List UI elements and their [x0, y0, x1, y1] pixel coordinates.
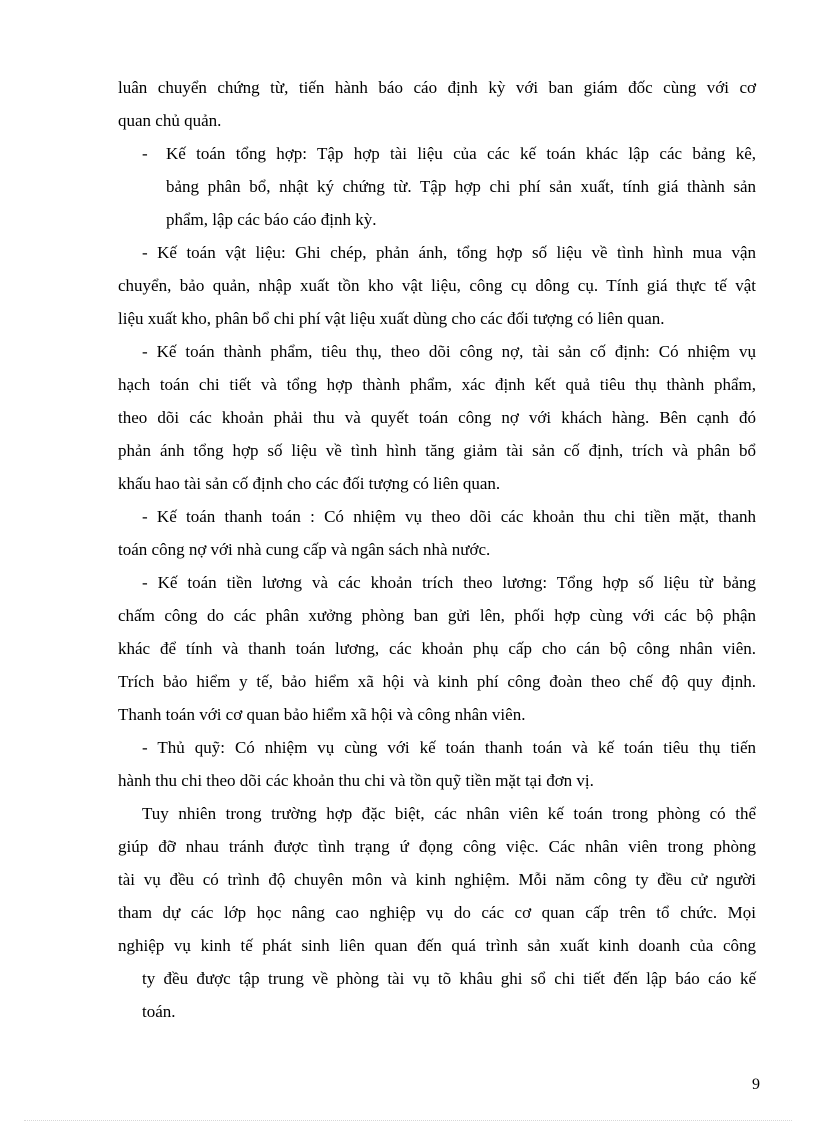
text-line: - Kế toán tiền lương và các khoản trích theo lương: Tổng hợp số liệu từ bảng	[142, 573, 756, 592]
text-line: tài vụ đều có trình độ chuyên môn và kinh nghiệm. Mỗi năm công ty đều cử người	[118, 870, 756, 889]
text-line: khác để tính và thanh toán lương, các khoản phụ cấp cho cán bộ công nhân viên.	[118, 639, 756, 658]
text-line: liệu xuất kho, phân bổ chi phí vật liệu xuất dùng cho các đối tượng có liên quan.	[118, 309, 665, 328]
text-line: chấm công do các phân xưởng phòng ban gửi lên, phối hợp cùng với các bộ phận	[118, 606, 756, 625]
text-line: phản ánh tổng hợp số liệu về tình hình tăng giảm tài sản cố định, trích và phân bổ	[118, 441, 756, 460]
text-line: Thanh toán với cơ quan bảo hiểm xã hội và công nhân viên.	[118, 705, 526, 724]
text-line: - Kế toán thanh toán : Có nhiệm vụ theo dõi các khoản thu chi tiền mặt, thanh	[142, 507, 756, 526]
text-line: Trích bảo hiểm y tế, bảo hiểm xã hội và kinh phí công đoàn theo chế độ quy định.	[118, 672, 756, 691]
text-line: quan chủ quản.	[118, 111, 222, 130]
text-line: toán.	[142, 1002, 176, 1021]
text-line: toán công nợ với nhà cung cấp và ngân sách nhà nước.	[118, 540, 491, 559]
text-line: ty đều được tập trung về phòng tài vụ tõ khâu ghi sổ chi tiết đến lập báo cáo kế	[142, 969, 756, 988]
text-line: Kế toán tổng hợp: Tập hợp tài liệu của các kế toán khác lập các bảng kê,	[166, 144, 756, 163]
text-line: hành thu chi theo dõi các khoản thu chi và tồn quỹ tiền mặt tại đơn vị.	[118, 771, 594, 790]
text-line: hạch toán chi tiết và tổng hợp thành phẩm, xác định kết quả tiêu thụ thành phẩm,	[118, 375, 756, 394]
text-line: phẩm, lập các báo cáo định kỳ.	[166, 210, 377, 229]
text-line: - Kế toán vật liệu: Ghi chép, phản ánh, tổng hợp số liệu về tình hình mua vận	[142, 243, 756, 262]
bullet-dash: -	[142, 144, 148, 163]
text-line: - Kế toán thành phẩm, tiêu thụ, theo dõi công nợ, tài sản cố định: Có nhiệm vụ	[142, 342, 756, 361]
text-line: khấu hao tài sản cố định cho các đối tượng có liên quan.	[118, 474, 501, 493]
text-line: theo dõi các khoản phải thu và quyết toán công nợ với khách hàng. Bên cạnh đó	[118, 408, 756, 427]
text-line: giúp đỡ nhau tránh được tình trạng ứ đọng công việc. Các nhân viên trong phòng	[118, 837, 756, 856]
text-line: bảng phân bổ, nhật ký chứng từ. Tập hợp chi phí sản xuất, tính giá thành sản	[166, 177, 756, 196]
page-number: 9	[752, 1076, 760, 1093]
text-line: chuyển, bảo quản, nhập xuất tồn kho vật liệu, công cụ dông cụ. Tính giá thực tế vật	[118, 276, 756, 295]
text-line: nghiệp vụ kinh tế phát sinh liên quan đến quá trình sản xuất kinh doanh của công	[118, 936, 756, 955]
text-line: tham dự các lớp học nâng cao nghiệp vụ do các cơ quan cấp trên tổ chức. Mọi	[118, 903, 756, 922]
text-line: luân chuyển chứng từ, tiến hành báo cáo định kỳ với ban giám đốc cùng với cơ	[118, 78, 756, 97]
text-line: Tuy nhiên trong trường hợp đặc biệt, các nhân viên kế toán trong phòng có thể	[142, 804, 756, 823]
footer-divider	[24, 1120, 792, 1121]
text-line: - Thủ quỹ: Có nhiệm vụ cùng với kế toán thanh toán và kế toán tiêu thụ tiến	[142, 738, 756, 757]
